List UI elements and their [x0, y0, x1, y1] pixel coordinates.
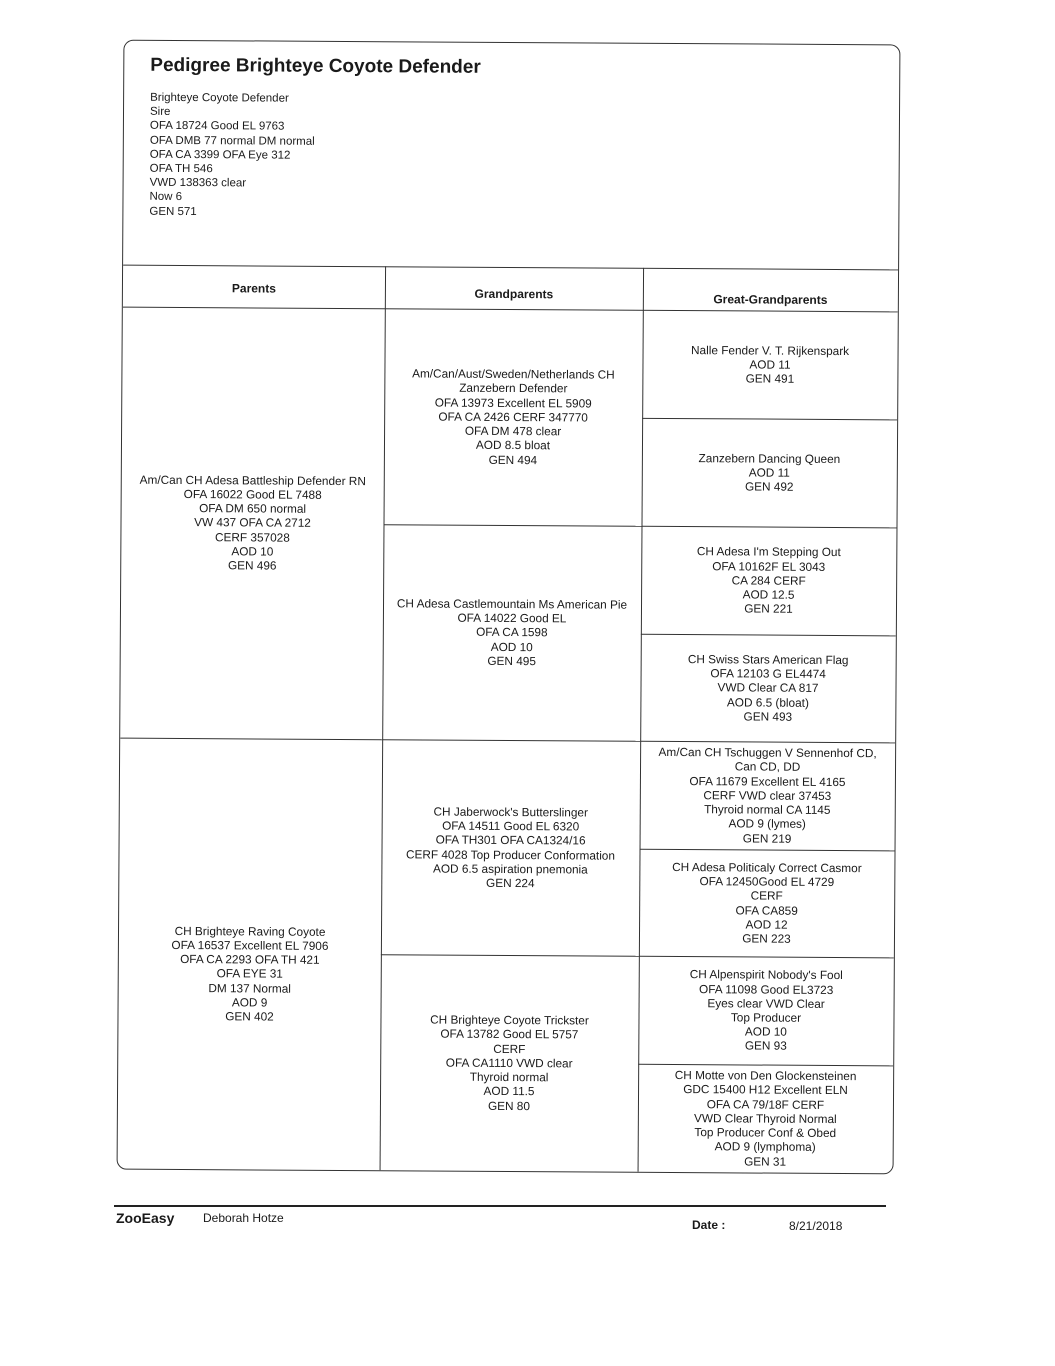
great-grandparent-8: [638, 1064, 894, 1174]
entry-line: OFA CA859: [735, 902, 798, 918]
entry-line: CERF 4028 Top Producer Conformation: [405, 846, 616, 863]
great-grandparent-2: [641, 418, 897, 528]
entry-line: OFA 13782 Good EL 5757: [440, 1027, 579, 1042]
entry-line: OFA CA 1598: [476, 625, 548, 640]
entry-line: OFA DM 650 normal: [199, 501, 307, 516]
entry-line: AOD 8.5 bloat: [475, 438, 551, 453]
entry-line: DM 137 Normal: [208, 980, 292, 996]
header-grandparents: Grandparents: [474, 286, 554, 302]
entry-line: OFA 11098 Good EL3723: [699, 981, 834, 997]
entry-line: GEN 224: [486, 875, 535, 891]
entry-line: Zanzebern Defender: [459, 381, 568, 396]
header-top-divider: [123, 265, 898, 271]
page-title: Pedigree Brighteye Coyote Defender: [150, 54, 481, 78]
entry-line: Can CD, DD: [734, 759, 801, 775]
entry-line: AOD 9 (lymes): [728, 816, 806, 832]
subject-details: [149, 91, 315, 220]
subject-line: VWD 138363 clear: [149, 177, 247, 190]
entry-line: GEN 495: [487, 653, 536, 668]
entry-line: AOD 12.5: [742, 587, 795, 602]
entry-line: Am/Can/Aust/Sweden/Netherlands CH: [412, 366, 615, 382]
entry-line: OFA CA1110 VWD clear: [445, 1055, 573, 1071]
grandparent-2: [382, 524, 641, 741]
great-grandparent-6: [639, 849, 895, 958]
entry-line: GEN 493: [743, 709, 793, 724]
entry-line: OFA 10162F EL 3043: [712, 558, 826, 574]
subject-line: GEN 571: [149, 205, 197, 218]
entry-line: GEN 491: [745, 371, 795, 386]
parent-dam: [118, 738, 383, 1171]
entry-line: AOD 10: [490, 639, 533, 654]
entry-line: Top Producer: [730, 1010, 802, 1025]
entry-line: CH Swiss Stars American Flag: [687, 652, 849, 668]
footer-author: Deborah Hotze: [203, 1211, 284, 1225]
entry-line: GEN 494: [488, 452, 538, 467]
subject-line: Now 6: [149, 191, 183, 204]
entry-line: CH Adesa Politicaly Correct Casmor: [672, 859, 862, 876]
subject-line: OFA DMB 77 normal DM normal: [149, 134, 315, 148]
entry-line: AOD 11.5: [483, 1084, 535, 1099]
entry-line: CH Brighteye Raving Coyote: [174, 923, 326, 939]
parent-sire: [120, 307, 385, 740]
entry-line: Thyroid normal: [469, 1069, 549, 1085]
subject-line: Sire: [149, 106, 171, 119]
entry-line: GEN 496: [227, 558, 277, 573]
entry-line: Zanzebern Dancing Queen: [698, 450, 841, 466]
entry-line: GDC 15400 H12 Excellent ELN: [683, 1082, 848, 1098]
subject-line: OFA CA 3399 OFA Eye 312: [149, 148, 291, 162]
entry-line: AOD 9 (lymphoma): [714, 1139, 816, 1155]
entry-line: CH Brighteye Coyote Trickster: [430, 1012, 589, 1028]
entry-line: GEN 31: [744, 1153, 787, 1169]
entry-line: GEN 221: [744, 601, 793, 617]
entry-line: CERF: [750, 888, 783, 903]
great-grandparent-3: [641, 526, 897, 636]
grandparent-3: [381, 739, 640, 956]
entry-line: CERF: [493, 1041, 526, 1056]
header-great-grandparents: Great-Grandparents: [713, 292, 828, 307]
entry-line: VWD Clear Thyroid Normal: [693, 1111, 837, 1126]
entry-line: OFA CA 79/18F CERF: [706, 1096, 825, 1112]
entry-line: Thyroid normal CA 1145: [704, 802, 831, 818]
entry-line: OFA CA 2426 CERF 347770: [438, 409, 588, 425]
footer-date-value: 8/21/2018: [789, 1219, 843, 1233]
entry-line: AOD 6.5 aspiration pnemonia: [432, 861, 588, 877]
entry-line: OFA DM 478 clear: [464, 423, 562, 439]
entry-line: Top Producer Conf & Obed: [694, 1125, 837, 1141]
entry-line: OFA 12103 G EL4474: [710, 666, 826, 682]
entry-line: OFA 14022 Good EL: [457, 610, 567, 626]
entry-line: OFA TH301 OFA CA1324/16: [435, 832, 586, 848]
subject-line: OFA 18724 Good EL 9763: [149, 120, 285, 134]
footer-divider: [114, 1205, 886, 1207]
entry-line: Am/Can CH Tschuggen V Sennenhof CD,: [658, 745, 877, 761]
great-grandparent-7: [638, 956, 894, 1066]
entry-line: CH Jaberwock's Butterslinger: [433, 804, 588, 820]
entry-line: CH Adesa I'm Stepping Out: [696, 544, 841, 560]
entry-line: CERF 357028: [214, 529, 290, 545]
pedigree-frame: [117, 40, 901, 1175]
entry-line: AOD 11: [749, 357, 791, 372]
entry-line: OFA EYE 31: [216, 966, 283, 982]
entry-line: GEN 93: [744, 1038, 787, 1054]
entry-line: Am/Can CH Adesa Battleship Defender RN: [139, 472, 366, 488]
entry-line: AOD 11: [748, 465, 790, 480]
entry-line: OFA 16022 Good EL 7488: [183, 486, 322, 502]
entry-line: Eyes clear VWD Clear: [707, 996, 825, 1011]
entry-line: AOD 6.5 (bloat): [726, 694, 809, 710]
entry-line: AOD 10: [744, 1024, 787, 1039]
great-grandparent-5: [640, 741, 896, 851]
entry-line: OFA CA 2293 OFA TH 421: [180, 952, 320, 968]
entry-line: OFA 13973 Excellent EL 5909: [434, 395, 592, 411]
entry-line: Nalle Fender V. T. Rijkenspark: [691, 342, 850, 358]
entry-line: CH Alpenspirit Nobody's Fool: [689, 967, 843, 983]
entry-line: CERF VWD clear 37453: [703, 788, 832, 803]
subject-line: Brighteye Coyote Defender: [150, 91, 289, 105]
grandparent-1: [384, 308, 643, 526]
header-parents: Parents: [231, 281, 276, 296]
entry-line: OFA 14511 Good EL 6320: [442, 818, 580, 834]
entry-line: GEN 80: [487, 1098, 530, 1113]
great-grandparent-1: [642, 310, 898, 420]
entry-line: GEN 223: [742, 931, 791, 946]
great-grandparent-4: [640, 634, 896, 743]
entry-line: OFA 11679 Excellent EL 4165: [689, 773, 846, 789]
entry-line: GEN 492: [744, 479, 794, 494]
entry-line: CH Motte von Den Glockensteinen: [674, 1068, 857, 1084]
subject-line: OFA TH 546: [149, 162, 213, 176]
grandparent-4: [380, 954, 639, 1172]
entry-line: GEN 219: [742, 830, 792, 846]
footer-date-label: Date :: [692, 1218, 726, 1232]
entry-line: OFA 12450Good EL 4729: [699, 874, 835, 890]
footer-brand: ZooEasy: [116, 1210, 175, 1226]
entry-line: CA 284 CERF: [731, 573, 806, 588]
entry-line: VW 437 OFA CA 2712: [194, 515, 311, 531]
entry-line: VWD Clear CA 817: [717, 680, 819, 696]
entry-line: GEN 402: [225, 1009, 274, 1024]
entry-line: AOD 12: [745, 917, 788, 932]
entry-line: OFA 16537 Excellent EL 7906: [171, 937, 329, 953]
entry-line: AOD 10: [231, 544, 274, 559]
entry-line: CH Adesa Castlemountain Ms American Pie: [396, 596, 628, 612]
entry-line: AOD 9: [231, 995, 268, 1010]
